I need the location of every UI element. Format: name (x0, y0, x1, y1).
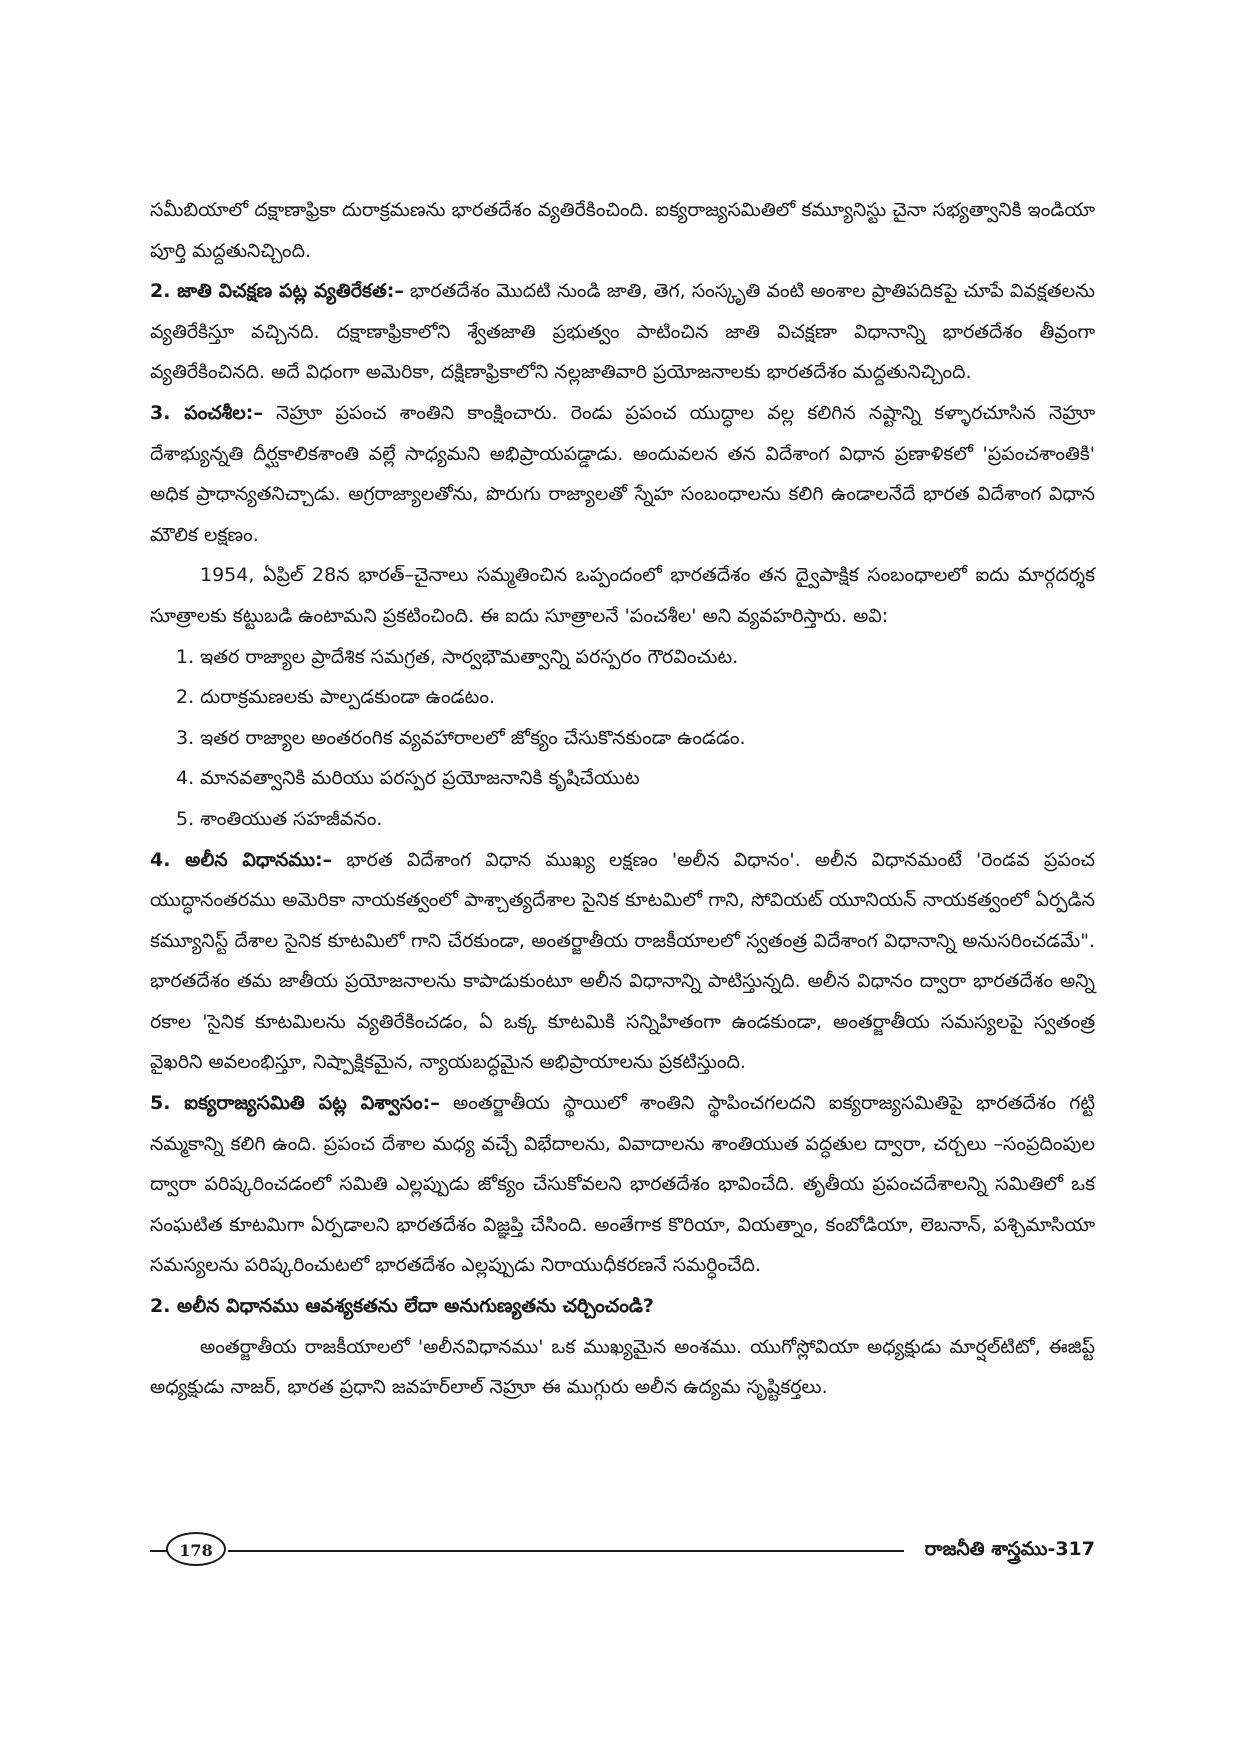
section-text: భారత విదేశాంగ విధాన ముఖ్య లక్షణం 'అలీన విధానం'. అలీన విధానమంటే 'రెండవ ప్రపంచ యుద్ధానంతరము అమెరికా నాయకత్వంలో పాశ్చాత్యదేశాల సైనిక కూటమిలో గాని, సోవియట్ యూనియన్ నాయకత్వంలో ఏర్పడిన కమ్యూనిస్ట్ దేశాల సైనిక కూటమిలో గాని చేరకుండా, అంతర్జాతీయ రాజకీయాలలో స్వతంత్ర విదేశాంగ విధానాన్ని అనుసరించడమే". భారతదేశం తమ జాతీయ ప్రయోజనాలను కాపాడుకుంటూ అలీన విధానాన్ని పాటిస్తున్నది. అలీన విధానం ద్వారా భారతదేశం అన్ని రకాల 'సైనిక కూటమిలను వ్యతిరేకించడం, ఏ ఒక్క కూటమికి సన్నిహితంగా ఉండకుండా, అంతర్జాతీయ సమస్యలపై స్వతంత్ర వైఖరిని అవలంభిస్తూ, నిష్పాక్షికమైన, న్యాయబద్ధమైన అభిప్రాయాలను ప్రకటిస్తుంది. (150, 848, 1095, 1074)
page-body (150, 190, 1095, 1408)
section-un-faith (150, 1083, 1095, 1286)
page-number: 178 (166, 1532, 226, 1566)
section-text: అంతర్జాతీయ స్థాయిలో శాంతిని స్థాపించగలదని ఐక్యరాజ్యసమితిపై భారతదేశం గట్టి నమ్మకాన్ని కలిగి ఉంది. ప్రపంచ దేశాల మధ్య వచ్చే విభేదాలను, వివాదాలను శాంతియుత పద్ధతుల ద్వారా, చర్చలు –సంప్రదింపుల ద్వారా పరిష్కరించడంలో సమితి ఎల్లప్పుడు జోక్యం చేసుకోవలని భారతదేశం భావించేది. తృతీయ ప్రపంచదేశాలన్ని సమితిలో ఒక సంఘటిత కూటమిగా ఏర్పడాలని భారతదేశం విజ్ఞప్తి చేసింది. అంతేగాక కొరియా, వియత్నాం, కంబోడియా, లెబనాన్, పశ్చిమాసియా సమస్యలను పరిష్కరించుటలో భారతదేశం ఎల్లప్పుడు నిరాయుధీకరణనే సమర్ధించేది. (150, 1092, 1095, 1277)
footer-rule (228, 1550, 904, 1552)
section-heading: 5. ఐక్యరాజ్యసమితి పట్ల విశ్వాసం:– (150, 1092, 440, 1115)
section-aleena-vidhanam (150, 840, 1095, 1084)
list-item: 1. ఇతర రాజ్యాల ప్రాదేశిక సమగ్రత, సార్వభౌమత్వాన్ని పరస్పరం గౌరవించుట. (176, 645, 739, 668)
list-item: 3. ఇతర రాజ్యాల అంతరంగిక వ్యవహారాలలో జోక్యం చేసుకొనకుండా ఉండడం. (176, 726, 746, 749)
section-heading: 2. జాతి విచక్షణ పట్ల వ్యతిరేకత:– (150, 280, 404, 303)
question-heading: 2. అలీన విధానము ఆవశ్యకతను లేదా అనుగుణ్యతను చర్చించండి? (150, 1295, 654, 1318)
section-panchasheela (150, 393, 1095, 555)
book-title: రాజనీతి శాస్త్రము-317 (924, 1538, 1095, 1560)
panchasheela-agreement-paragraph: 1954, ఏప్రిల్ 28న భారత్–చైనాలు సమ్మతించిన ఒప్పందంలో భారతదేశం తన ద్వైపాక్షిక సంబంధాలలో ఐదు మార్గదర్శక సూత్రాలకు కట్టుబడి ఉంటామని ప్రకటించింది. ఈ ఐదు సూత్రాలనే 'పంచశీల' అని వ్యవహరిస్తారు. అవి: (150, 564, 1095, 627)
panchasheela-list (150, 637, 1095, 840)
section-heading: 3. పంచశీల:– (150, 401, 263, 424)
list-item: 2. దురాక్రమణలకు పాల్పడకుండా ఉండటం. (176, 686, 496, 709)
list-item: 4. మానవత్వానికి మరియు పరస్పర ప్రయోజనానికి కృషిచేయుట (176, 767, 640, 790)
list-item: 5. శాంతియుత సహజీవనం. (176, 807, 383, 830)
section-jati-vichakshana (150, 271, 1095, 393)
question-answer-paragraph: అంతర్జాతీయ రాజకీయాలలో 'అలీనవిధానము' ఒక ముఖ్యమైన అంశము. యుగోస్లోవియా అధ్యక్షుడు మార్షల్‌టిటో, ఈజిప్ట్ అధ్యక్షుడు నాజర్, భారత ప్రధాని జవహర్‌లాల్ నెహ్రూ ఈ ముగ్గురు అలీన ఉద్యమ సృష్టికర్తలు. (150, 1335, 1095, 1399)
section-heading: 4. అలీన విధానము:– (150, 848, 333, 871)
section-text: భారతదేశం మొదటి నుండి జాతి, తెగ, సంస్కృతి వంటి అంశాల ప్రాతిపదికపై చూపే వివక్షతలను వ్యతిరేకిస్తూ వచ్చినది. దక్షాణాఫ్రికాలోని శ్వేతజాతి ప్రభుత్వం పాటించిన జాతి విచక్షణా విధానాన్ని భారతదేశం తీవ్రంగా వ్యతిరేకించినది. అదే విధంగా అమెరికా, దక్షిణాఫ్రికాలోని నల్లజాతివారి ప్రయోజనాలకు భారతదేశం మద్దతునిచ్చింది. (150, 280, 1095, 384)
intro-paragraph: సమీబియాలో దక్షాణాఫ్రికా దురాక్రమణను భారతదేశం వ్యతిరేకించింది. ఐక్యరాజ్యసమితిలో కమ్యూనిస్టు చైనా సభ్యత్వానికి ఇండియా పూర్తి మద్దతునిచ్చింది. (150, 199, 1095, 262)
page-footer (150, 1530, 1095, 1570)
section-text: నెహ్రూ ప్రపంచ శాంతిని కాంక్షించారు. రెండు ప్రపంచ యుద్ధాల వల్ల కలిగిన నష్టాన్ని కళ్ళారచూసిన నెహ్రూ దేశాభ్యున్నతి దీర్ఘకాలికశాంతి వల్లే సాధ్యమని అభిప్రాయపడ్డాడు. అందువలన తన విదేశాంగ విధాన ప్రణాళికలో 'ప్రపంచశాంతికి' అధిక ప్రాధాన్యతనిచ్చాడు. అగ్రరాజ్యాలతోను, పొరుగు రాజ్యాలతో స్నేహ సంబంధాలను కలిగి ఉండాలనేదే భారత విదేశాంగ విధాన మౌలిక లక్షణం. (150, 401, 1095, 546)
